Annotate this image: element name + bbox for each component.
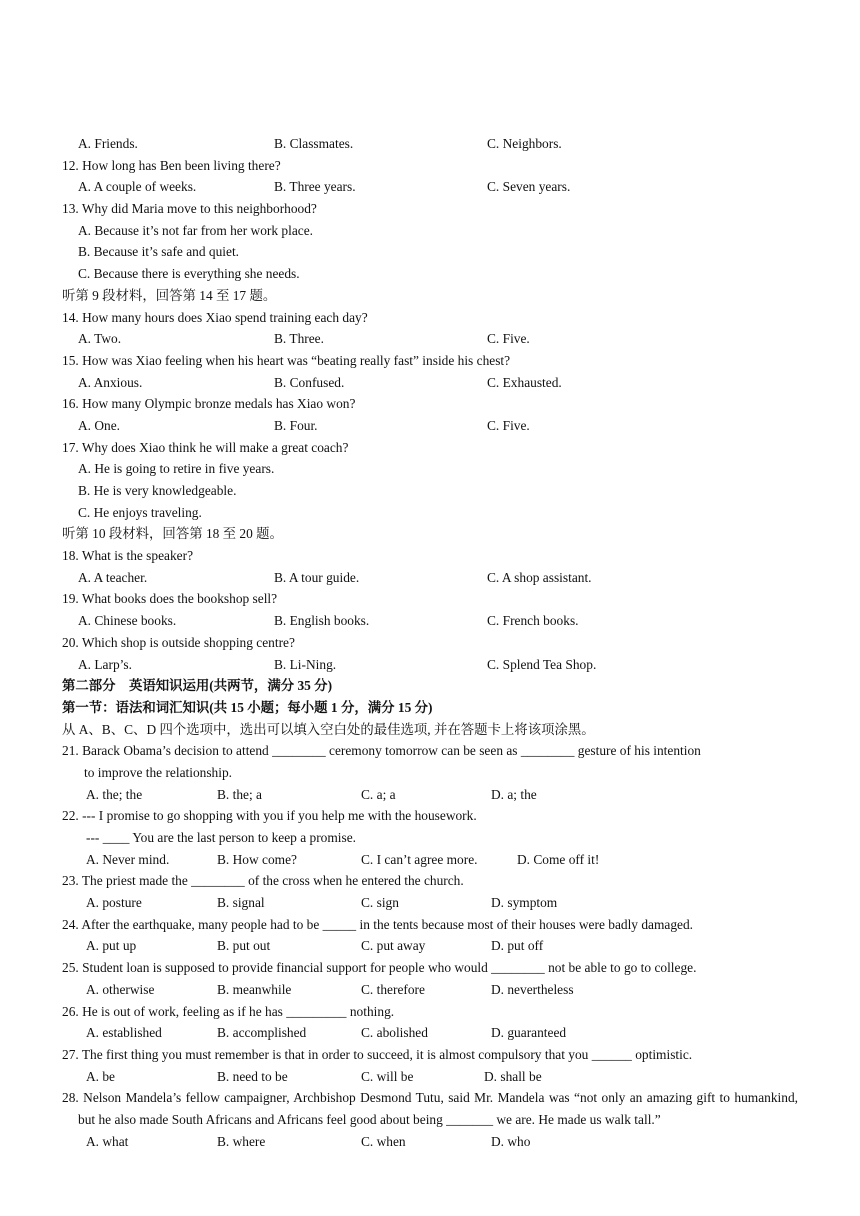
option-b: B. Four.	[274, 417, 318, 433]
option-a: A. Never mind.	[86, 851, 170, 867]
option-c: C. therefore	[361, 981, 425, 997]
question-16-options	[0, 415, 860, 437]
option-c: C. Because there is everything she needs.	[78, 266, 300, 282]
option-c: C. sign	[361, 895, 399, 911]
option-b: B. signal	[217, 895, 265, 911]
question-18-options	[0, 567, 860, 589]
question-25-stem: 25. Student loan is supposed to provide financial support for people who would ________ not be able to go to college.	[62, 960, 697, 976]
option-c: C. I can’t agree more.	[361, 851, 478, 867]
question-23-stem: 23. The priest made the ________ of the cross when he entered the church.	[62, 873, 464, 889]
question-22-stem: 22. --- I promise to go shopping with you if you help me with the housework.	[62, 808, 477, 824]
question-15-options	[0, 372, 860, 394]
option-c: C. a; a	[361, 786, 396, 802]
option-b: B. Li-Ning.	[274, 656, 337, 672]
option-d: D. Come off it!	[517, 851, 600, 867]
question-25-options	[0, 979, 860, 1001]
option-a: A. Because it’s not far from her work place.	[78, 222, 313, 238]
option-a: A. be	[86, 1068, 116, 1084]
question-13-stem: 13. Why did Maria move to this neighborhood?	[62, 201, 317, 217]
option-b: B. English books.	[274, 613, 370, 629]
question-26-options	[0, 1022, 860, 1044]
option-a: A. established	[86, 1025, 162, 1041]
option-b: B. Classmates.	[274, 136, 354, 151]
question-28-stem: 28. Nelson Mandela’s fellow campaigner, Archbishop Desmond Tutu, said Mr. Mandela was “not only an amazing gift to humankind, but he also made South Africans and Africans feel good about being _______ we are. He made us walk tall.”	[62, 1090, 798, 1127]
section-10-instruction: 听第 10 段材料，回答第 18 至 20 题。	[62, 526, 283, 542]
option-d: D. who	[491, 1133, 531, 1149]
question-27-options	[0, 1066, 860, 1088]
question-12-options	[0, 176, 860, 198]
question-14-stem: 14. How many hours does Xiao spend training each day?	[62, 309, 368, 325]
section-9-instruction: 听第 9 段材料，回答第 14 至 17 题。	[62, 287, 277, 303]
question-22-options	[0, 849, 860, 871]
question-14-options	[0, 328, 860, 350]
question-12-stem: 12. How long has Ben been living there?	[62, 157, 281, 173]
option-c: C. Neighbors.	[487, 136, 562, 151]
option-a: A. what	[86, 1133, 129, 1149]
option-c: C. A shop assistant.	[487, 569, 592, 585]
question-27-stem: 27. The first thing you must remember is that in order to succeed, it is almost compulsory that you ______ optimistic.	[62, 1046, 693, 1062]
option-b: B. accomplished	[217, 1025, 307, 1041]
option-a: A. put up	[86, 938, 137, 954]
question-19-options	[0, 610, 860, 632]
option-b: B. Three years.	[274, 179, 356, 195]
question-21-stem: 21. Barack Obama’s decision to attend ________ ceremony tomorrow can be seen as ________ gesture of his intention	[62, 743, 701, 759]
question-23-options	[0, 892, 860, 914]
option-b: B. where	[217, 1133, 266, 1149]
option-a: A. He is going to retire in five years.	[78, 461, 275, 477]
option-c: C. Seven years.	[487, 179, 571, 195]
question-17-stem: 17. Why does Xiao think he will make a great coach?	[62, 439, 349, 455]
option-a: A. Chinese books.	[78, 613, 177, 629]
option-d: D. shall be	[484, 1068, 542, 1084]
question-20-options	[0, 654, 860, 676]
option-b: B. He is very knowledgeable.	[78, 483, 237, 498]
option-b: B. meanwhile	[217, 981, 292, 997]
section-1-heading: 第一节：语法和词汇知识(共 15 小题；每小题 1 分，满分 15 分)	[62, 699, 433, 715]
option-c: C. Five.	[487, 331, 530, 347]
question-21-continuation: to improve the relationship.	[84, 764, 233, 780]
question-26-stem: 26. He is out of work, feeling as if he has _________ nothing.	[62, 1003, 395, 1019]
question-18-stem: 18. What is the speaker?	[62, 548, 194, 564]
option-a: A. posture	[86, 895, 142, 911]
option-c: C. He enjoys traveling.	[78, 504, 202, 520]
option-a: A. otherwise	[86, 981, 155, 997]
option-c: C. abolished	[361, 1025, 428, 1041]
question-11-options	[0, 133, 860, 155]
option-b: B. the; a	[217, 786, 262, 802]
option-b: B. Confused.	[274, 374, 345, 390]
option-c: C. will be	[361, 1068, 414, 1084]
option-a: A. the; the	[86, 786, 143, 802]
option-b: B. A tour guide.	[274, 569, 360, 585]
option-c: C. Exhausted.	[487, 374, 562, 390]
option-d: D. symptom	[491, 895, 558, 911]
question-15-stem: 15. How was Xiao feeling when his heart was “beating really fast” inside his chest?	[62, 352, 511, 368]
option-d: D. a; the	[491, 786, 537, 802]
option-d: D. put off	[491, 938, 544, 954]
option-c: C. Five.	[487, 417, 530, 433]
option-b: B. Three.	[274, 331, 324, 347]
question-24-options	[0, 935, 860, 957]
option-a: A. A teacher.	[78, 569, 148, 585]
exam-page	[0, 133, 860, 1152]
option-a: A. Two.	[78, 331, 122, 347]
option-b: B. need to be	[217, 1068, 288, 1084]
option-b: B. put out	[217, 938, 271, 954]
option-b: B. How come?	[217, 851, 297, 867]
part-2-instruction: 从 A、B、C、D 四个选项中，选出可以填入空白处的最佳选项, 并在答题卡上将该项涂黑。	[62, 721, 595, 737]
part-2-heading: 第二部分 英语知识运用(共两节，满分 35 分)	[62, 678, 333, 694]
option-a: A. Larp’s.	[78, 656, 132, 672]
question-16-stem: 16. How many Olympic bronze medals has Xiao won?	[62, 396, 356, 412]
option-a: A. A couple of weeks.	[78, 179, 197, 195]
option-c: C. French books.	[487, 613, 579, 629]
option-c: C. put away	[361, 938, 426, 954]
question-22-continuation: --- ____ You are the last person to keep a promise.	[86, 830, 356, 845]
option-d: D. guaranteed	[491, 1025, 567, 1041]
option-a: A. One.	[78, 417, 121, 433]
question-28-options	[0, 1131, 860, 1153]
question-24-stem: 24. After the earthquake, many people had to be _____ in the tents because most of their houses were badly damaged.	[62, 916, 694, 932]
option-c: C. Splend Tea Shop.	[487, 656, 597, 672]
option-d: D. nevertheless	[491, 981, 574, 997]
question-21-options	[0, 784, 860, 806]
option-b: B. Because it’s safe and quiet.	[78, 244, 240, 260]
option-a: A. Friends.	[78, 136, 138, 151]
option-c: C. when	[361, 1133, 406, 1149]
option-a: A. Anxious.	[78, 374, 143, 390]
question-20-stem: 20. Which shop is outside shopping centre?	[62, 634, 295, 650]
question-19-stem: 19. What books does the bookshop sell?	[62, 591, 278, 607]
